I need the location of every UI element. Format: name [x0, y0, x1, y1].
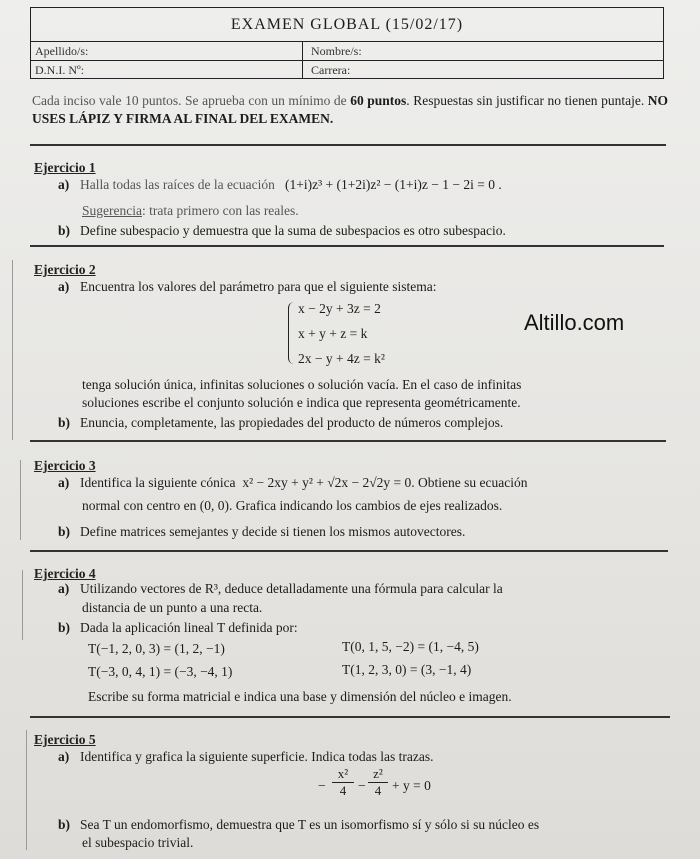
ej2-a-label: a): [58, 279, 70, 294]
system-brace: [288, 302, 297, 364]
instructions: [32, 92, 668, 128]
ej3-a-cont: [82, 497, 502, 515]
ej1-a-equation: (1+i)z³ + (1+2i)z² − (1+i)z − 1 − 2i = 0 .: [285, 177, 502, 192]
ej1-hint-label: Sugerencia: [82, 203, 142, 218]
divider: [30, 716, 670, 718]
margin-mark: [22, 570, 33, 640]
header-table: [30, 7, 664, 79]
ej5-b-label: b): [58, 817, 71, 832]
ej4-b-text: Dada la aplicación lineal T definida por:: [80, 620, 298, 635]
ej1-b: [58, 222, 506, 240]
divider: [30, 245, 664, 247]
ej5-frac-z-num: z²: [368, 766, 388, 783]
ej5-frac-x-num: x²: [332, 766, 354, 783]
ej3-b-label: b): [58, 524, 71, 539]
ej4-b-label: b): [58, 620, 71, 635]
dni-field: D.N.I. Nº:: [31, 61, 303, 79]
ej3-a: [58, 474, 528, 492]
margin-mark: [26, 730, 37, 850]
ej5-title: Ejercicio 5: [34, 732, 96, 747]
ej2-b-label: b): [58, 415, 71, 430]
ej5-frac-x-den: 4: [339, 783, 347, 798]
ej4-title: Ejercicio 4: [34, 566, 96, 581]
ej1-a-label: a): [58, 177, 70, 192]
divider: [30, 144, 666, 146]
ej5-b-text: Sea T un endomorfismo, demuestra que T es un isomorfismo sí y sólo si su núcleo es: [80, 817, 540, 832]
system-eq-1: x − 2y + 3z = 2: [298, 301, 381, 316]
ej1-title: Ejercicio 1: [34, 160, 96, 175]
ej3-a-point: (0, 0): [199, 498, 229, 513]
ej5-b-cont: el subespacio trivial.: [82, 835, 194, 850]
divider: [30, 440, 666, 442]
ej5-eq-minus: −: [318, 778, 326, 793]
system-eq-2: x + y + z = k: [298, 326, 368, 341]
ej5-a: [58, 748, 433, 766]
ej3-a-equation: x² − 2xy + y² + √2x − 2√2y = 0: [242, 475, 412, 490]
ej2-a-cont2: soluciones escribe el conjunto solución e indica que representa geométricamente.: [82, 395, 521, 410]
ej4-a-text: Utilizando vectores de R³, deduce detalladamente una fórmula para calcular la: [80, 581, 503, 596]
ej2-title: Ejercicio 2: [34, 262, 96, 277]
divider: [30, 550, 668, 552]
ej2-b-text: Enuncia, completamente, las propiedades del producto de números complejos.: [80, 415, 504, 430]
ej4-t3: T(−3, 0, 4, 1) = (−3, −4, 1): [88, 664, 233, 679]
margin-mark: [12, 260, 23, 440]
ej3-b: [58, 523, 465, 541]
system-eq-3: 2x − y + 4z = k²: [298, 351, 385, 366]
carrera-field: Carrera:: [311, 63, 351, 77]
watermark: Altillo.com: [524, 310, 625, 335]
ej4-a-cont: distancia de un punto a una recta.: [82, 600, 263, 615]
ej4-a: [58, 580, 503, 598]
ej5-a-text: Identifica y grafica la siguiente superficie. Indica todas las trazas.: [80, 749, 434, 764]
ej3-a-text2: . Obtiene su ecuación: [411, 475, 528, 490]
instructions-part2: . Respuestas sin justificar no tienen puntaje.: [406, 93, 648, 108]
ej2-a: [58, 278, 437, 296]
ej4-b: [58, 619, 298, 637]
ej5-eq-rest: + y = 0: [392, 778, 431, 793]
ej4-t2: T(0, 1, 5, −2) = (1, −4, 5): [342, 639, 479, 654]
ej3-title: Ejercicio 3: [34, 458, 96, 473]
ej5-frac-z-den: 4: [374, 783, 382, 798]
ej1-a-text: Halla todas las raíces de la ecuación: [80, 177, 275, 192]
ej4-t1: T(−1, 2, 0, 3) = (1, 2, −1): [88, 641, 225, 656]
ej5-frac-z: [368, 766, 388, 799]
instructions-part3: NO USES LÁPIZ Y FIRMA AL FINAL DEL EXAMEN.: [32, 93, 668, 126]
ej5-b: [58, 816, 539, 834]
apellidos-field: Apellido/s:: [31, 42, 303, 61]
ej5-a-label: a): [58, 749, 70, 764]
ej4-a-label: a): [58, 581, 70, 596]
ej5-eq-minus2: −: [358, 778, 366, 793]
ej5-frac-x: [332, 766, 354, 799]
ej3-a-text4: . Grafica indicando los cambios de ejes realizados.: [228, 498, 503, 513]
ej3-b-text: Define matrices semejantes y decide si tienen los mismos autovectores.: [80, 524, 466, 539]
ej3-a-text: Identifica la siguiente cónica: [80, 475, 236, 490]
margin-mark: [20, 460, 31, 540]
ej2-a-text: Encuentra los valores del parámetro para que el siguiente sistema:: [80, 279, 437, 294]
ej3-a-label: a): [58, 475, 70, 490]
instructions-part1: Cada inciso vale 10 puntos. Se aprueba con un mínimo de: [32, 93, 351, 108]
ej1-b-label: b): [58, 223, 71, 238]
ej2-b: [58, 414, 503, 432]
ej1-a: [58, 176, 502, 194]
ej3-a-text3: normal con centro en: [82, 498, 197, 513]
ej4-t4: T(1, 2, 3, 0) = (3, −1, 4): [342, 662, 472, 677]
ej2-a-cont1: tenga solución única, infinitas soluciones o solución vacía. En el caso de infinitas: [82, 377, 522, 392]
nombres-field: Nombre/s:: [303, 42, 663, 61]
instructions-min-points: 60 puntos: [350, 93, 407, 108]
ej1-b-text: Define subespacio y demuestra que la suma de subespacios es otro subespacio.: [80, 223, 506, 238]
ej4-b-cont: Escribe su forma matricial e indica una base y dimensión del núcleo e imagen.: [88, 689, 512, 704]
ej1-hint-text: : trata primero con las reales.: [141, 203, 299, 218]
ej1-hint: [82, 202, 299, 220]
exam-title: EXAMEN GLOBAL (15/02/17): [31, 8, 663, 42]
